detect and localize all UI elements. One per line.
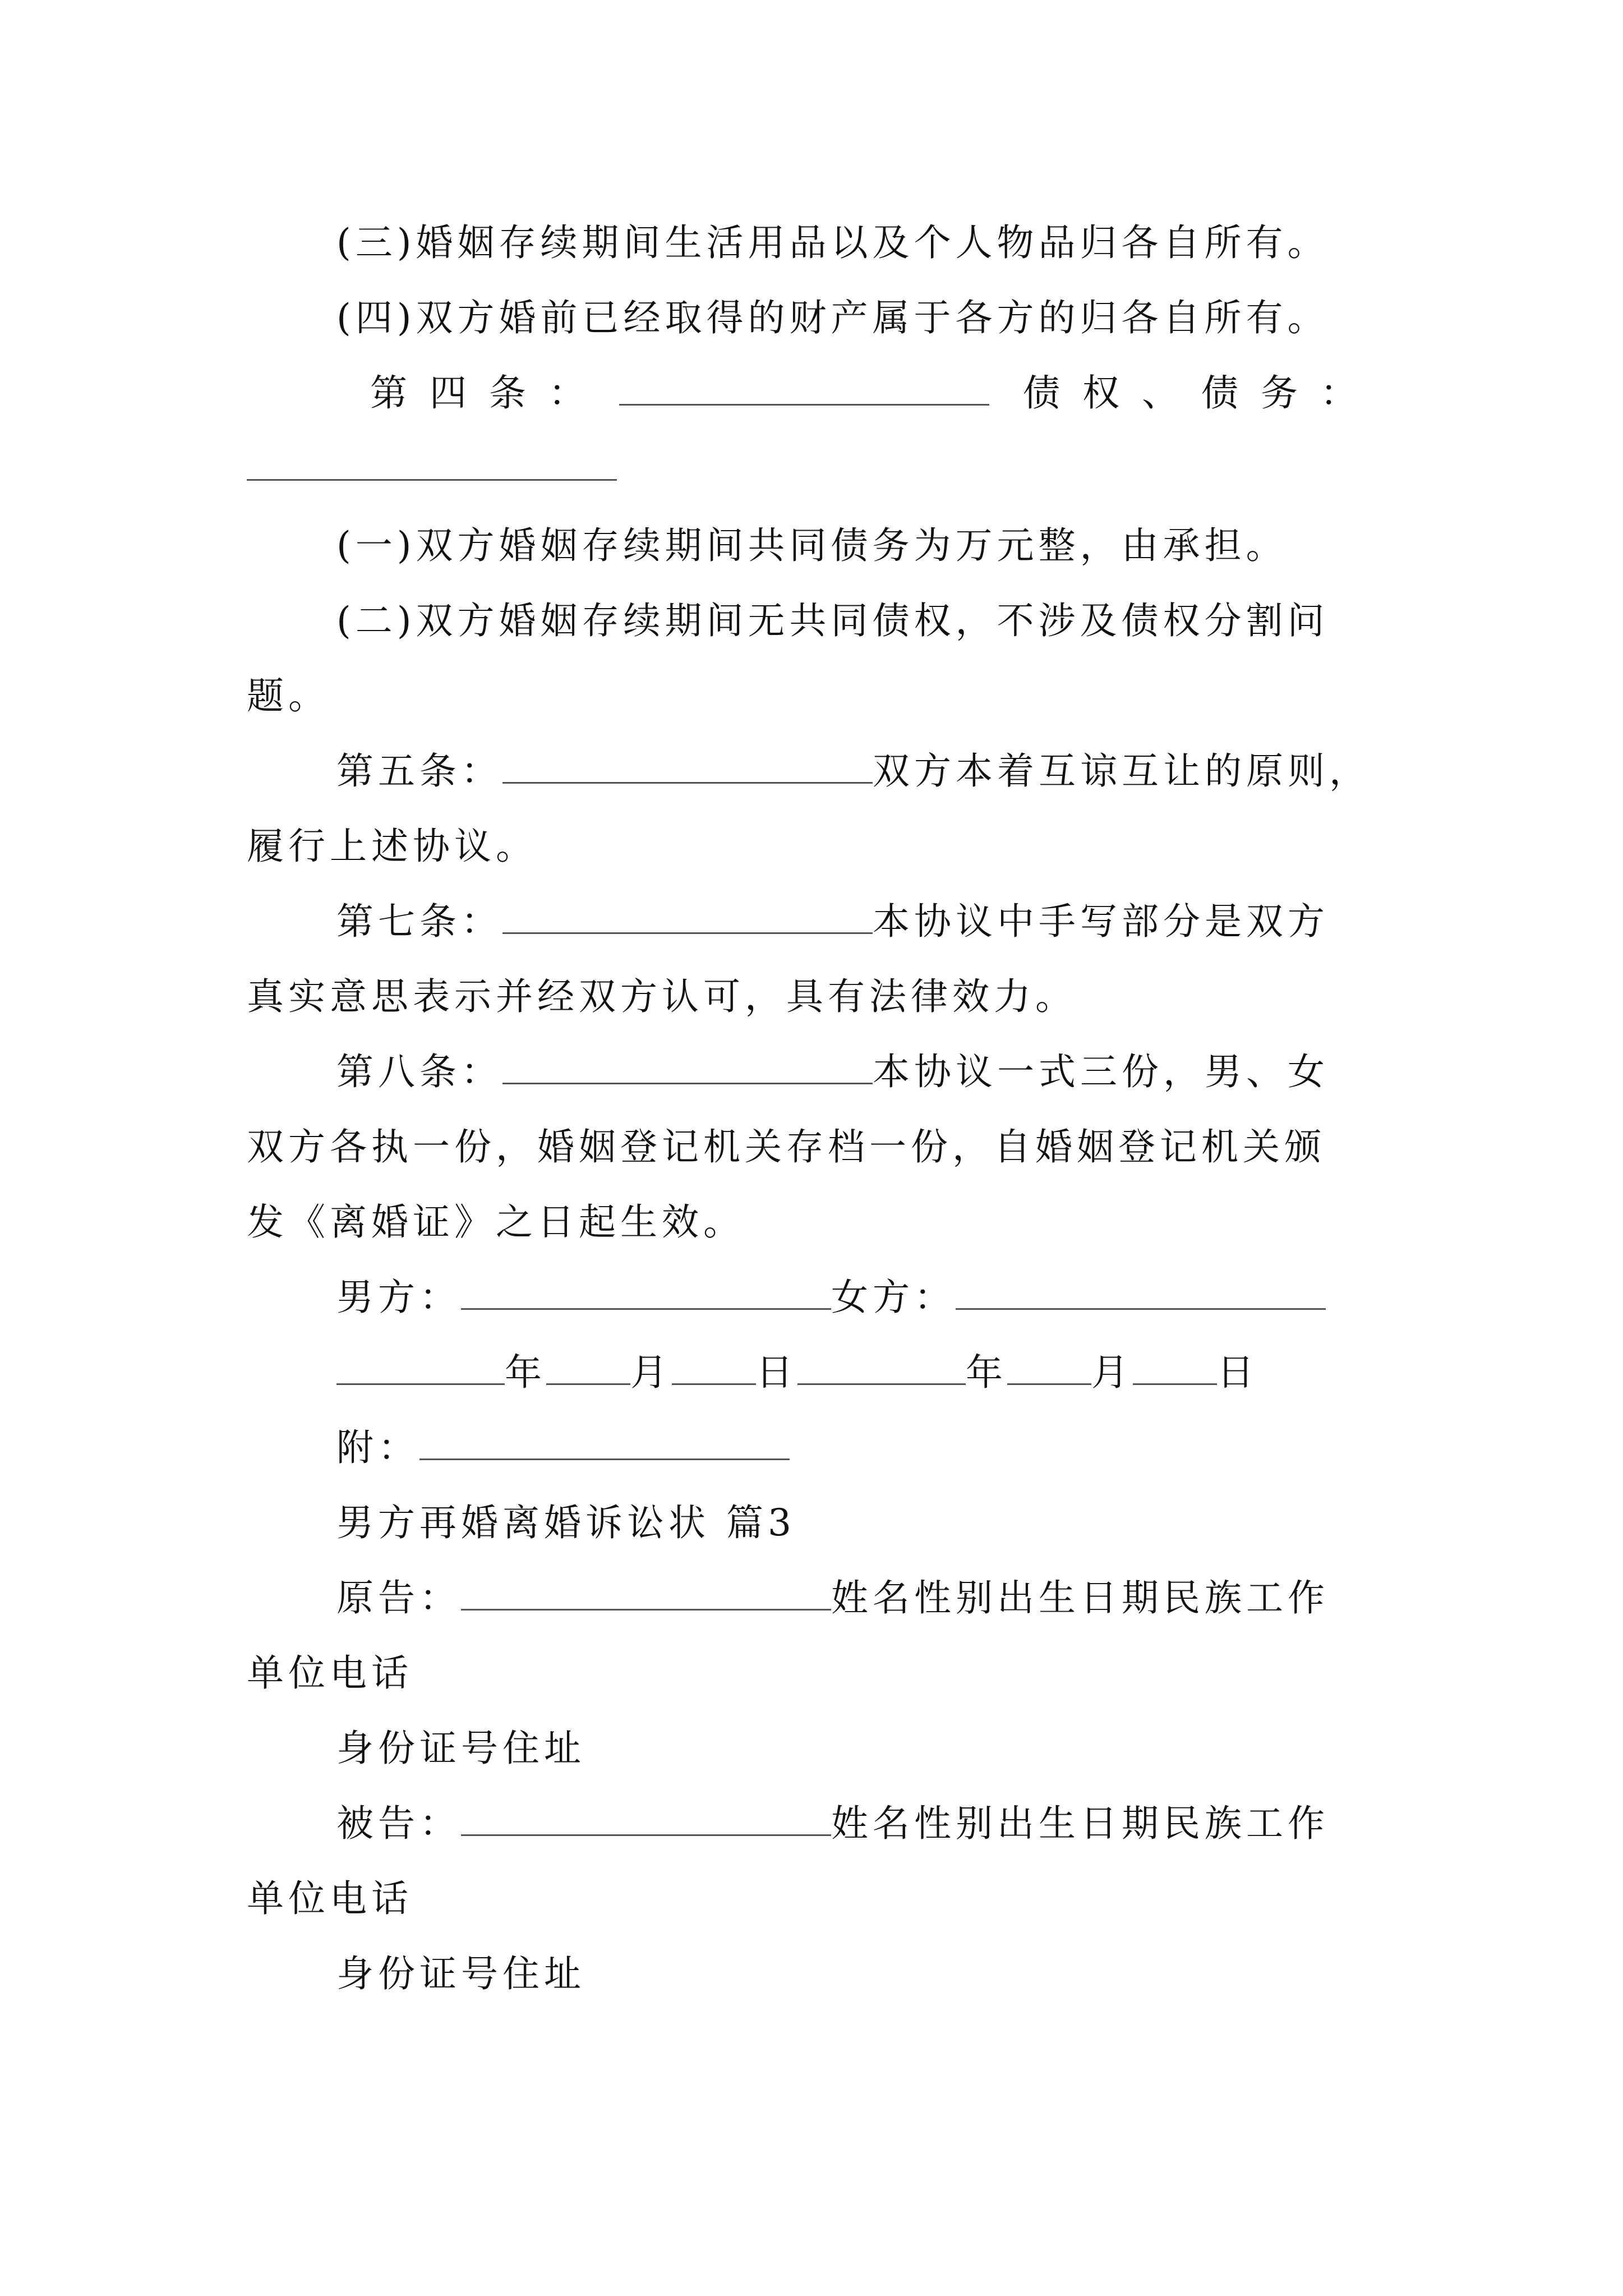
plaintiff-line (336, 1573, 1329, 1623)
article-label: 第五条： (336, 749, 502, 793)
paragraph-text: 真实意思表示并经双方认可，具有法律效力。 (247, 975, 1077, 1018)
male-party-label: 男方： (336, 1276, 461, 1319)
appendix-label: 附： (336, 1426, 419, 1469)
article-7 (336, 896, 1329, 947)
fill-blank (502, 898, 873, 934)
article-text: 本协议中手写部分是双方 (873, 900, 1329, 943)
article-8-continued-1 (247, 1122, 1326, 1172)
year-blank (797, 1349, 966, 1385)
article-8 (336, 1047, 1329, 1097)
section-title (336, 1498, 796, 1548)
section-heading: 男方再婚离婚诉讼状 篇3 (336, 1501, 796, 1544)
defendant-line (336, 1798, 1329, 1849)
defendant-fields: 姓名性别出生日期民族工作 (831, 1802, 1329, 1845)
day-label: 日 (1217, 1351, 1258, 1394)
fill-blank (502, 747, 873, 784)
article-label: 第四条： (370, 371, 608, 415)
article-label: 第八条： (336, 1050, 502, 1093)
article-text: 双方本着互谅互让的原则， (873, 749, 1371, 793)
fill-blank (461, 1800, 831, 1836)
paragraph-text: (三)婚姻存续期间生活用品以及个人物品归各自所有。 (336, 221, 1329, 264)
fill-blank (461, 1574, 831, 1611)
defendant-line-continued (247, 1874, 413, 1924)
article-8-continued-2 (247, 1197, 745, 1248)
paragraph-item-4 (336, 293, 1329, 343)
month-label: 月 (1091, 1351, 1133, 1394)
article-5-continued (247, 821, 537, 872)
day-blank (1133, 1349, 1217, 1385)
article-5 (336, 746, 1371, 797)
date-line (336, 1347, 1258, 1398)
year-label: 年 (505, 1351, 546, 1394)
paragraph-text: (二)双方婚姻存续期间无共同债权，不涉及债权分割问 (336, 599, 1329, 642)
article-label: 第七条： (336, 900, 502, 943)
fill-blank (247, 444, 617, 481)
fill-blank (619, 369, 989, 406)
fill-blank (502, 1048, 873, 1084)
paragraph-text: 履行上述协议。 (247, 825, 537, 868)
signature-line (336, 1272, 1326, 1323)
fill-blank (419, 1424, 790, 1460)
year-label: 年 (966, 1351, 1007, 1394)
paragraph-text: 单位电话 (247, 1877, 413, 1920)
plaintiff-fields: 姓名性别出生日期民族工作 (831, 1576, 1329, 1619)
month-label: 月 (630, 1351, 672, 1394)
day-label: 日 (756, 1351, 797, 1394)
debt-item-2 (336, 596, 1329, 646)
plaintiff-label: 原告： (336, 1576, 461, 1619)
paragraph-item-3 (336, 218, 1329, 268)
debt-item-1 (336, 521, 1288, 571)
paragraph-text: (一)双方婚姻存续期间共同债务为万元整，由承担。 (336, 524, 1288, 567)
article-text: 本协议一式三份，男、女 (873, 1050, 1329, 1093)
defendant-label: 被告： (336, 1802, 461, 1845)
plaintiff-id-line (336, 1723, 585, 1774)
plaintiff-line-continued (247, 1648, 413, 1699)
appendix-line (336, 1423, 790, 1473)
paragraph-text: 单位电话 (247, 1651, 413, 1695)
defendant-id-line (336, 1949, 585, 1999)
month-blank (546, 1349, 630, 1385)
year-blank (336, 1349, 505, 1385)
article-title: 债权、债务： (1023, 371, 1380, 415)
debt-item-2-continued (247, 671, 330, 721)
article-4-blank-line (247, 443, 617, 494)
day-blank (672, 1349, 756, 1385)
article-7-continued (247, 972, 1077, 1022)
paragraph-text: 身份证号住址 (336, 1952, 585, 1995)
paragraph-text: 双方各执一份，婚姻登记机关存档一份，自婚姻登记机关颁 (247, 1125, 1326, 1168)
article-4-heading (370, 368, 1380, 418)
paragraph-text: 身份证号住址 (336, 1727, 585, 1770)
month-blank (1007, 1349, 1091, 1385)
paragraph-text: 题。 (247, 674, 330, 717)
paragraph-text: (四)双方婚前已经取得的财产属于各方的归各自所有。 (336, 296, 1329, 339)
female-party-label: 女方： (831, 1276, 956, 1319)
paragraph-text: 发《离婚证》之日起生效。 (247, 1200, 745, 1244)
female-signature-blank (956, 1273, 1326, 1310)
male-signature-blank (461, 1273, 831, 1310)
